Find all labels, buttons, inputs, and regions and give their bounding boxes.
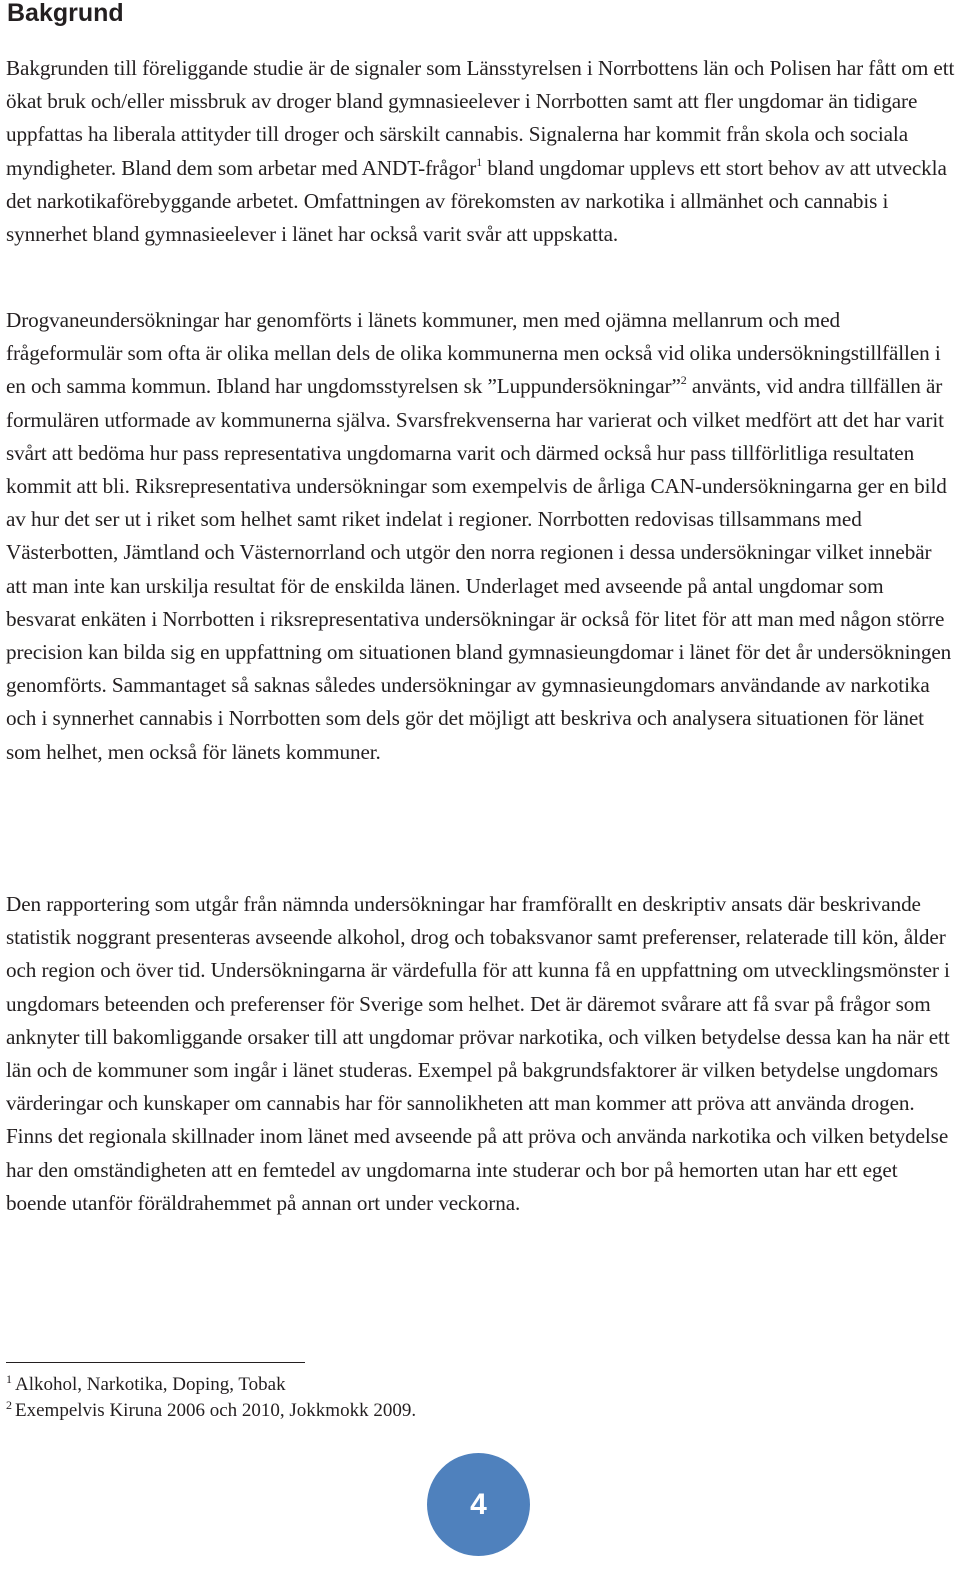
footnote-1-mark: 1: [6, 1372, 12, 1386]
paragraph-1-text-a: Bakgrunden till föreliggande studie är de signaler som Länsstyrelsen i Norrbottens län och Polisen har fått om ett ökat bruk och/eller missbruk av droger bland gymnasieelever i Norrbotten samt att fler ungdomar än tidigare uppfattas ha liberala attityder till droger och särskilt cannabis. Signalerna har kommit från skola och sociala myndigheter. Bland dem som arbetar med ANDT-frågor: [6, 56, 955, 180]
footnote-2-mark: 2: [6, 1398, 12, 1412]
footnote-1-text: Alkohol, Narkotika, Doping, Tobak: [15, 1374, 286, 1395]
paragraph-1-text-b: bland ungdomar upplevs ett stort behov av att utveckla det narkotikaförebyggande arbetet. Omfattningen av förekomsten av narkotika i allmänhet och cannabis i synnerhet bland gymnasieelever i länet har också varit svår att uppskatta.: [6, 155, 947, 247]
footnote-2-text: Exempelvis Kiruna 2006 och 2010, Jokkmokk 2009.: [15, 1400, 417, 1421]
paragraph-2-text-a: Drogvaneundersökningar har genomförts i länets kommuner, men med ojämna mellanrum och med frågeformulär som ofta är olika mellan dels de olika kommunerna men också vid olika undersökningstillfällen i en och samma kommun. Ibland har ungdomsstyrelsen sk ”Luppundersökningar”: [6, 308, 941, 399]
footnote-ref-2[interactable]: 2: [680, 373, 687, 388]
paragraph-3: Den rapportering som utgår från nämnda undersökningar har framförallt en deskriptiv ansats där beskrivande statistik noggrant presenteras avseende alkohol, drog och tobaksvanor samt preferenser, relaterade till kön, ålder och region och över tid. Undersökningarna är värdefulla för att kunna få en uppfattning om utvecklingsmönster i ungdomars beteenden och preferenser för Sverige som helhet. Det är däremot svårare att få svar på frågor som anknyter till bakomliggande orsaker till att ungdomar prövar narkotika, och vilken betydelse dessa kan ha när ett län och de kommuner som ingår i länet studeras. Exempel på bakgrundsfaktorer är vilken betydelse ungdomars värderingar och kunskaper om cannabis har för sannolikheten att man kommer att pröva att använda drogen. Finns det regionala skillnader inom länet med avseende på att pröva och använda narkotika och vilken betydelse har den omständigheten att en femtedel av ungdomarna inte studerar och bor på hemorten utan har ett eget boende utanför föräldrahemmet på annan ort under veckorna.: [6, 892, 950, 1215]
section-heading: Bakgrund: [7, 0, 124, 27]
paragraph-2: [6, 304, 956, 769]
page-number: 4: [470, 1487, 487, 1521]
paragraph-1: [6, 52, 956, 251]
footnote-2: [6, 1399, 416, 1423]
footnote-1: [6, 1373, 286, 1397]
footnote-divider: [6, 1362, 305, 1363]
page-number-badge: [427, 1453, 530, 1556]
paragraph-2-text-b: använts, vid andra tillfällen är formulären utformade av kommunerna själva. Svarsfrekvenserna har varierat och vilket medfört att det har varit svårt att bedöma hur pass representativa ungdomarna varit och därmed också hur pass tillförlitliga resultaten kommit att bli. Riksrepresentativa undersökningar som exempelvis de årliga CAN-undersökningarna ger en bild av hur det ser ut i riket som helhet samt riket indelat i regioner. Norrbotten redovisas tillsammans med Västerbotten, Jämtland och Västernorrland och utgör den norra regionen i dessa undersökningar vilket innebär att man inte kan urskilja resultat för de enskilda länen. Underlaget med avseende på antal ungdomar som besvarat enkäten i Norrbotten i riksrepresentativa undersökningar är också för litet för att man med någon större precision kan bilda sig en uppfattning om situationen bland gymnasieungdomar i länet för det år undersökningen genomförts. Sammantaget så saknas således undersökningar av gymnasieungdomars användande av narkotika och i synnerhet cannabis i Norrbotten som dels gör det möjligt att beskriva och analysera situationen för länet som helhet, men också för länets kommuner.: [6, 374, 952, 764]
footnote-ref-1[interactable]: 1: [476, 154, 483, 169]
